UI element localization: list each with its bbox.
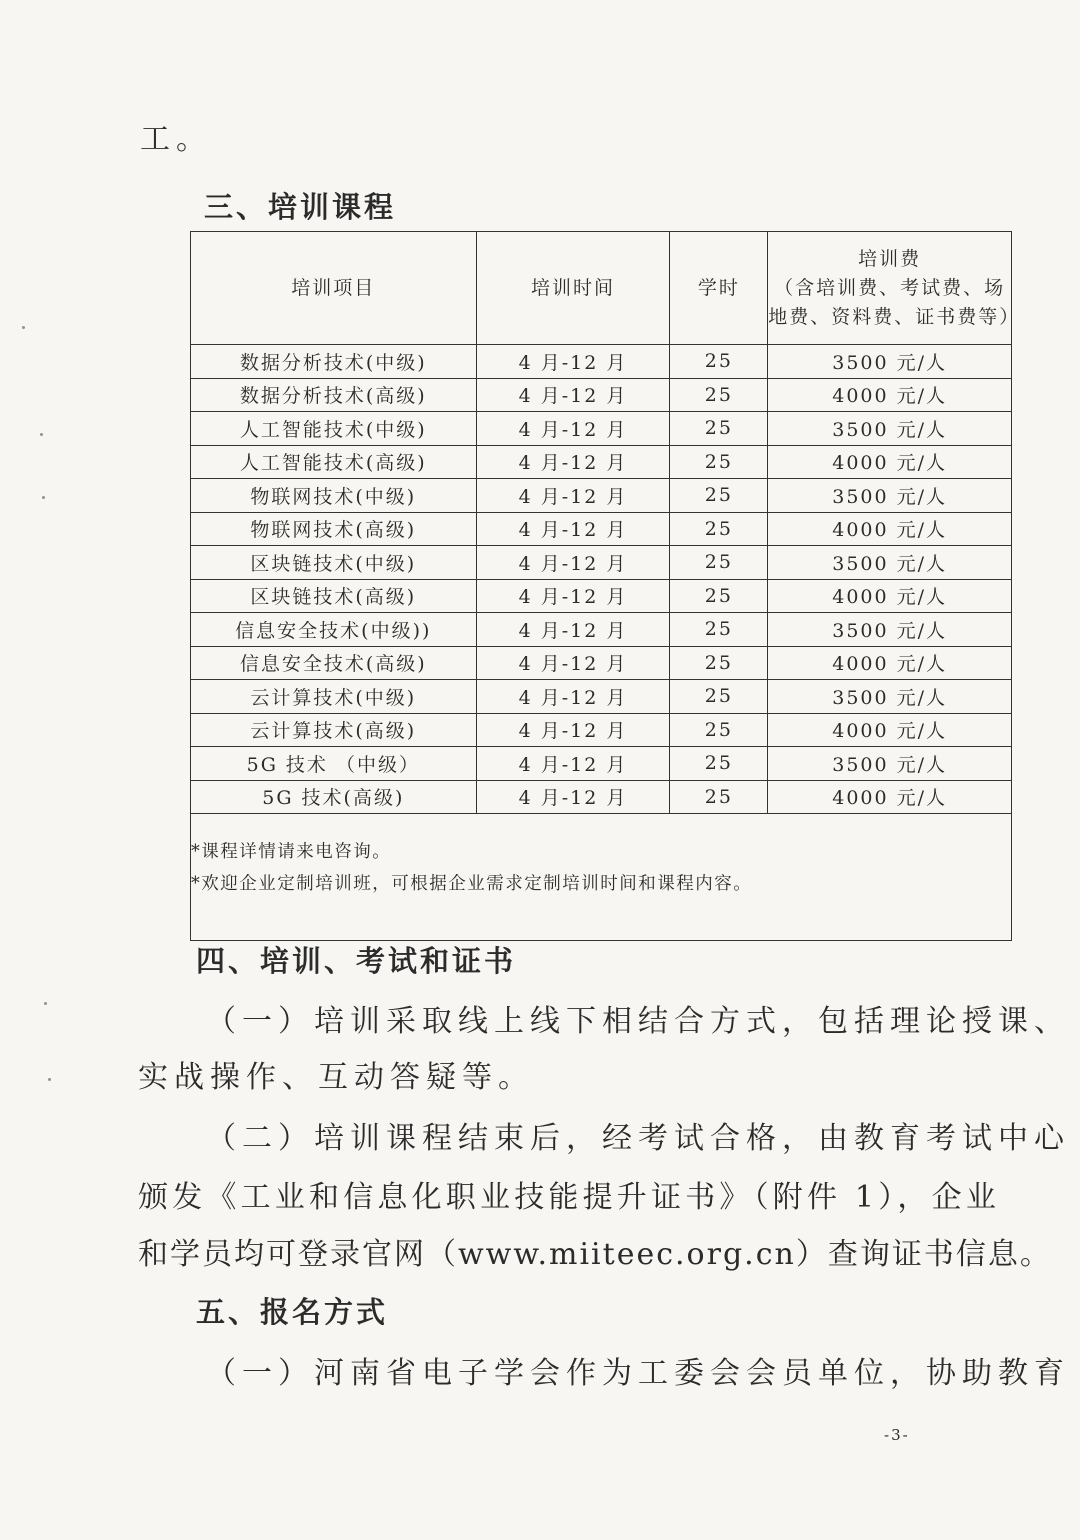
top-fragment: 工。 bbox=[140, 122, 212, 157]
section4-line-2: 实战操作、互动答疑等。 bbox=[138, 1060, 534, 1095]
table-row bbox=[191, 579, 1012, 613]
cell-time: 4 月-12 月 bbox=[476, 412, 670, 446]
table-notes-row bbox=[191, 814, 1012, 941]
cell-fee: 3500 元/人 bbox=[768, 747, 1012, 781]
cell-hours: 25 bbox=[670, 378, 768, 412]
cell-project: 物联网技术(高级) bbox=[191, 512, 477, 546]
table-note: *课程详情请来电咨询。 bbox=[191, 842, 392, 862]
scan-speck bbox=[42, 496, 45, 499]
header-project: 培训项目 bbox=[191, 232, 477, 345]
cell-fee: 4000 元/人 bbox=[768, 445, 1012, 479]
section4-title: 四、培训、考试和证书 bbox=[196, 944, 517, 978]
section4-line-4: 颁发《工业和信息化职业技能提升证书》（附件 1），企业 bbox=[138, 1180, 1001, 1215]
table-row bbox=[191, 613, 1012, 647]
header-fee-line3: 地费、资料费、证书费等） bbox=[768, 305, 1021, 328]
cell-fee: 3500 元/人 bbox=[768, 680, 1012, 714]
scan-speck bbox=[44, 1002, 47, 1005]
table-notes-cell bbox=[191, 814, 1012, 941]
cell-fee: 4000 元/人 bbox=[768, 713, 1012, 747]
table-row bbox=[191, 512, 1012, 546]
header-time: 培训时间 bbox=[476, 232, 670, 345]
cell-project: 数据分析技术(高级) bbox=[191, 378, 477, 412]
cell-time: 4 月-12 月 bbox=[476, 345, 670, 379]
cell-fee: 4000 元/人 bbox=[768, 780, 1012, 814]
table-row bbox=[191, 345, 1012, 379]
cell-fee: 3500 元/人 bbox=[768, 479, 1012, 513]
table-row bbox=[191, 646, 1012, 680]
section4-line-3: （二）培训课程结束后，经考试合格，由教育考试中心 bbox=[206, 1121, 1070, 1156]
section3-title: 三、培训课程 bbox=[204, 190, 397, 224]
table-header-row bbox=[191, 232, 1012, 345]
cell-project: 云计算技术(高级) bbox=[191, 713, 477, 747]
table-row bbox=[191, 780, 1012, 814]
cell-project: 人工智能技术(高级) bbox=[191, 445, 477, 479]
cell-time: 4 月-12 月 bbox=[476, 378, 670, 412]
cell-fee: 3500 元/人 bbox=[768, 412, 1012, 446]
table-row bbox=[191, 713, 1012, 747]
table-note: *欢迎企业定制培训班，可根据企业需求定制培训时间和课程内容。 bbox=[191, 874, 753, 894]
cell-hours: 25 bbox=[670, 512, 768, 546]
cell-hours: 25 bbox=[670, 713, 768, 747]
table-row bbox=[191, 747, 1012, 781]
cell-hours: 25 bbox=[670, 445, 768, 479]
cell-hours: 25 bbox=[670, 345, 768, 379]
cell-hours: 25 bbox=[670, 479, 768, 513]
section5-line-1: （一）河南省电子学会作为工委会会员单位，协助教育 bbox=[206, 1356, 1070, 1391]
cell-hours: 25 bbox=[670, 579, 768, 613]
cell-time: 4 月-12 月 bbox=[476, 646, 670, 680]
cell-hours: 25 bbox=[670, 747, 768, 781]
cell-time: 4 月-12 月 bbox=[476, 512, 670, 546]
cell-hours: 25 bbox=[670, 412, 768, 446]
section5-title: 五、报名方式 bbox=[196, 1295, 389, 1329]
cell-project: 区块链技术(高级) bbox=[191, 579, 477, 613]
table-row bbox=[191, 479, 1012, 513]
cell-time: 4 月-12 月 bbox=[476, 713, 670, 747]
section4-line-1: （一）培训采取线上线下相结合方式，包括理论授课、 bbox=[206, 1004, 1070, 1039]
cell-project: 人工智能技术(中级) bbox=[191, 412, 477, 446]
cell-time: 4 月-12 月 bbox=[476, 479, 670, 513]
cell-fee: 4000 元/人 bbox=[768, 378, 1012, 412]
scan-speck bbox=[48, 1078, 51, 1081]
cell-hours: 25 bbox=[670, 613, 768, 647]
cell-time: 4 月-12 月 bbox=[476, 780, 670, 814]
cell-fee: 4000 元/人 bbox=[768, 646, 1012, 680]
cell-project: 数据分析技术(中级) bbox=[191, 345, 477, 379]
page-number: -3- bbox=[884, 1426, 910, 1444]
table-row bbox=[191, 546, 1012, 580]
header-fee bbox=[768, 232, 1021, 345]
header-fee-line2: （含培训费、考试费、场 bbox=[774, 276, 1006, 299]
cell-fee: 4000 元/人 bbox=[768, 512, 1012, 546]
cell-project: 物联网技术(中级) bbox=[191, 479, 477, 513]
cell-hours: 25 bbox=[670, 646, 768, 680]
cell-hours: 25 bbox=[670, 680, 768, 714]
cell-fee: 4000 元/人 bbox=[768, 579, 1012, 613]
cell-project: 5G 技术 （中级） bbox=[191, 747, 477, 781]
cell-time: 4 月-12 月 bbox=[476, 680, 670, 714]
course-table bbox=[190, 231, 1021, 941]
cell-time: 4 月-12 月 bbox=[476, 747, 670, 781]
cell-hours: 25 bbox=[670, 780, 768, 814]
table-row bbox=[191, 412, 1012, 446]
scan-speck bbox=[22, 326, 25, 329]
header-hours: 学时 bbox=[670, 232, 768, 345]
cell-hours: 25 bbox=[670, 546, 768, 580]
cell-fee: 3500 元/人 bbox=[768, 546, 1012, 580]
cell-fee: 3500 元/人 bbox=[768, 613, 1012, 647]
cell-project: 云计算技术(中级) bbox=[191, 680, 477, 714]
cell-project: 5G 技术(高级) bbox=[191, 780, 477, 814]
scan-speck bbox=[40, 433, 43, 436]
cell-time: 4 月-12 月 bbox=[476, 445, 670, 479]
cell-time: 4 月-12 月 bbox=[476, 579, 670, 613]
cell-project: 区块链技术(中级) bbox=[191, 546, 477, 580]
section4-line-5: 和学员均可登录官网（www.miiteec.org.cn）查询证书信息。 bbox=[138, 1237, 1052, 1272]
cell-project: 信息安全技术(高级) bbox=[191, 646, 477, 680]
cell-fee: 3500 元/人 bbox=[768, 345, 1012, 379]
cell-project: 信息安全技术(中级)) bbox=[191, 613, 477, 647]
cell-time: 4 月-12 月 bbox=[476, 613, 670, 647]
header-fee-title: 培训费 bbox=[858, 247, 922, 270]
table-row bbox=[191, 445, 1012, 479]
cell-time: 4 月-12 月 bbox=[476, 546, 670, 580]
table-row bbox=[191, 680, 1012, 714]
table-row bbox=[191, 378, 1012, 412]
